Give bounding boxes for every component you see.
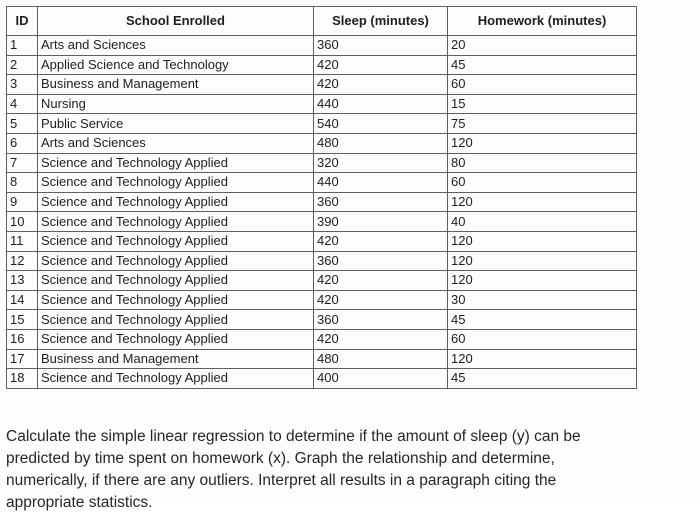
homework-cell: 120: [448, 271, 637, 291]
sleep-cell: 420: [314, 271, 448, 291]
data-table: [6, 6, 637, 389]
table-row: [7, 55, 637, 75]
table-row: [7, 349, 637, 369]
table-row: [7, 231, 637, 251]
sleep-cell: 420: [314, 55, 448, 75]
id-cell: 3: [7, 75, 38, 95]
table-row: [7, 173, 637, 193]
school-cell: Science and Technology Applied: [38, 310, 314, 330]
homework-cell: 15: [448, 94, 637, 114]
sleep-cell: 440: [314, 173, 448, 193]
table-row: [7, 75, 637, 95]
table-row: [7, 36, 637, 56]
school-cell: Science and Technology Applied: [38, 271, 314, 291]
id-cell: 5: [7, 114, 38, 134]
id-cell: 4: [7, 94, 38, 114]
sleep-cell: 360: [314, 310, 448, 330]
id-cell: 1: [7, 36, 38, 56]
sleep-cell: 420: [314, 231, 448, 251]
table-row: [7, 329, 637, 349]
sleep-cell: 480: [314, 133, 448, 153]
school-cell: Arts and Sciences: [38, 133, 314, 153]
id-cell: 6: [7, 133, 38, 153]
table-row: [7, 94, 637, 114]
homework-cell: 120: [448, 231, 637, 251]
id-cell: 2: [7, 55, 38, 75]
question-text: Calculate the simple linear regression to determine if the amount of sleep (y) can be predicted by time spent on homework (x). Graph the relationship and determine, numerically, if there are any outliers. Interpret all results in a paragraph citing the appropriate statistics.: [6, 427, 581, 511]
school-cell: Science and Technology Applied: [38, 329, 314, 349]
id-cell: 12: [7, 251, 38, 271]
table-row: [7, 114, 637, 134]
id-cell: 14: [7, 290, 38, 310]
school-cell: Science and Technology Applied: [38, 369, 314, 389]
homework-cell: 20: [448, 36, 637, 56]
id-cell: 16: [7, 329, 38, 349]
table-row: [7, 133, 637, 153]
table-row: [7, 192, 637, 212]
id-cell: 10: [7, 212, 38, 232]
header-sleep-minutes: Sleep (minutes): [314, 7, 448, 36]
sleep-cell: 320: [314, 153, 448, 173]
header-homework-minutes: Homework (minutes): [448, 7, 637, 36]
school-cell: Public Service: [38, 114, 314, 134]
homework-cell: 120: [448, 192, 637, 212]
homework-cell: 120: [448, 349, 637, 369]
id-cell: 9: [7, 192, 38, 212]
school-cell: Science and Technology Applied: [38, 251, 314, 271]
id-cell: 17: [7, 349, 38, 369]
school-cell: Science and Technology Applied: [38, 231, 314, 251]
id-cell: 13: [7, 271, 38, 291]
table-row: [7, 153, 637, 173]
table-body: [7, 36, 637, 389]
school-cell: Applied Science and Technology: [38, 55, 314, 75]
table-row: [7, 290, 637, 310]
table-row: [7, 271, 637, 291]
school-cell: Arts and Sciences: [38, 36, 314, 56]
homework-cell: 75: [448, 114, 637, 134]
homework-cell: 30: [448, 290, 637, 310]
homework-cell: 60: [448, 75, 637, 95]
sleep-cell: 390: [314, 212, 448, 232]
homework-cell: 45: [448, 310, 637, 330]
id-cell: 7: [7, 153, 38, 173]
id-cell: 15: [7, 310, 38, 330]
homework-cell: 120: [448, 133, 637, 153]
school-cell: Science and Technology Applied: [38, 212, 314, 232]
table-row: [7, 369, 637, 389]
homework-cell: 40: [448, 212, 637, 232]
header-school-enrolled: School Enrolled: [38, 7, 314, 36]
id-cell: 8: [7, 173, 38, 193]
homework-cell: 80: [448, 153, 637, 173]
sleep-cell: 420: [314, 75, 448, 95]
school-cell: Science and Technology Applied: [38, 173, 314, 193]
homework-cell: 45: [448, 55, 637, 75]
id-cell: 11: [7, 231, 38, 251]
school-cell: Science and Technology Applied: [38, 290, 314, 310]
homework-cell: 60: [448, 329, 637, 349]
school-cell: Business and Management: [38, 75, 314, 95]
school-cell: Science and Technology Applied: [38, 192, 314, 212]
sleep-cell: 480: [314, 349, 448, 369]
table-header-row: [7, 7, 637, 36]
sleep-cell: 360: [314, 251, 448, 271]
sleep-cell: 360: [314, 192, 448, 212]
school-cell: Science and Technology Applied: [38, 153, 314, 173]
id-cell: 18: [7, 369, 38, 389]
school-cell: Business and Management: [38, 349, 314, 369]
sleep-cell: 420: [314, 290, 448, 310]
homework-cell: 60: [448, 173, 637, 193]
sleep-cell: 420: [314, 329, 448, 349]
homework-cell: 120: [448, 251, 637, 271]
sleep-cell: 440: [314, 94, 448, 114]
sleep-cell: 360: [314, 36, 448, 56]
sleep-cell: 400: [314, 369, 448, 389]
table-row: [7, 310, 637, 330]
homework-cell: 45: [448, 369, 637, 389]
school-cell: Nursing: [38, 94, 314, 114]
table-row: [7, 212, 637, 232]
table-row: [7, 251, 637, 271]
sleep-cell: 540: [314, 114, 448, 134]
header-id: ID: [7, 7, 38, 36]
